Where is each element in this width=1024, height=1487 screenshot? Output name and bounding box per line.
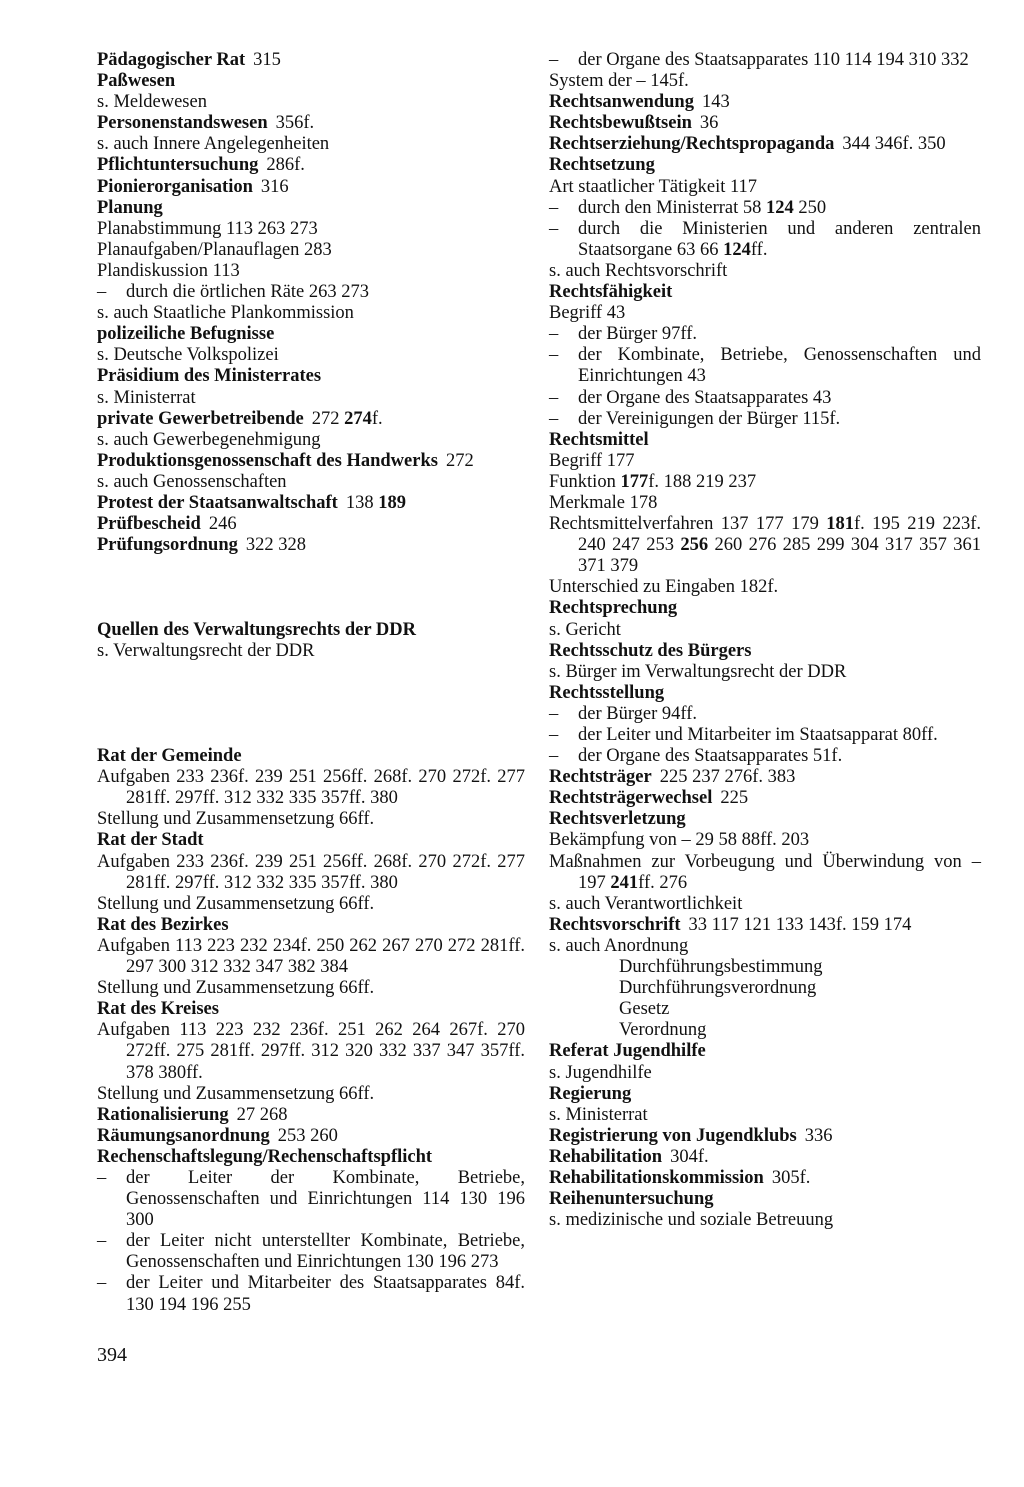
dash-marker: – — [549, 197, 559, 218]
index-entry — [549, 1147, 981, 1168]
subentry-text: s. Gericht — [549, 619, 621, 640]
index-dash-subentry — [549, 324, 981, 345]
index-entry — [549, 155, 981, 176]
subentry-text: Stellung und Zusammensetzung 66ff. — [97, 809, 375, 830]
subentry-text: Aufgaben 233 236f. 239 251 256ff. 268f. 270 272f. 277 281ff. 297ff. 312 332 335 357ff. 380 — [97, 851, 525, 893]
page-refs-text: 272 — [445, 450, 474, 471]
subentry-text: der Organe des Staatsapparates 51f. — [578, 746, 843, 767]
subentry-text: System der – 145f. — [549, 71, 689, 92]
page-refs — [338, 493, 406, 513]
index-dash-subentry — [549, 219, 981, 261]
page-refs-text: 356f. — [275, 113, 315, 134]
index-entry — [97, 1147, 525, 1168]
entry-heading: Produktionsgenossenschaft des Handwerks — [97, 450, 438, 471]
entry-heading: Präsidium des Ministerrates — [97, 366, 322, 387]
page-refs — [229, 1105, 288, 1125]
page-refs-text: 286f. — [266, 155, 305, 176]
index-dash-subentry — [549, 409, 981, 430]
index-dash-subentry — [97, 1231, 525, 1273]
entry-heading: Rechtsanwendung — [549, 92, 694, 113]
index-entry — [549, 915, 981, 936]
index-column-right — [549, 50, 981, 1231]
cross-reference-text: Gesetz — [619, 999, 670, 1020]
dash-marker: – — [549, 703, 559, 724]
index-entry — [549, 767, 981, 788]
page-refs-mid: ff. 276 — [638, 872, 688, 893]
index-subentry — [97, 978, 525, 999]
page-refs-text: 253 260 — [277, 1125, 338, 1146]
subentry-text: Aufgaben 233 236f. 239 251 256ff. 268f. 270 272f. 277 281ff. 297ff. 312 332 335 357ff. 380 — [97, 767, 525, 809]
cross-reference-text: Durchführungsverordnung — [619, 978, 817, 999]
index-entry — [97, 830, 525, 851]
index-subentry — [97, 92, 525, 113]
index-dash-subentry — [549, 746, 981, 767]
subentry-text: Aufgaben 113 223 232 236f. 251 262 264 267f. 270 272ff. 275 281ff. 297ff. 312 320 332 337 347 357ff. 378 380ff. — [97, 1020, 525, 1083]
index-entry — [97, 177, 525, 198]
entry-heading: Planung — [97, 197, 163, 218]
subentry-text: der Bürger 97ff. — [578, 324, 698, 345]
page-refs — [270, 1126, 338, 1146]
subentry-text: durch die Ministerien und anderen zentralen Staatsorgane 63 66 — [578, 218, 981, 260]
entry-heading: Prüfbescheid — [97, 514, 201, 535]
index-subentry — [549, 830, 981, 851]
dash-marker: – — [549, 50, 559, 70]
page-refs — [797, 1126, 833, 1146]
index-entry — [549, 683, 981, 704]
index-subentry — [549, 451, 981, 472]
dash-marker: – — [549, 387, 559, 408]
subentry-text: der Bürger 94ff. — [578, 703, 698, 724]
subentry-text: der Leiter und Mitarbeiter des Staatsapparates 84f. 130 194 196 255 — [126, 1273, 525, 1315]
index-entry — [549, 1168, 981, 1189]
entry-heading: Rehabilitationskommission — [549, 1167, 764, 1188]
index-subentry — [97, 767, 525, 809]
subentry-text: s. auch Innere Angelegenheiten — [97, 134, 330, 155]
index-entry — [97, 746, 525, 767]
index-entry — [97, 324, 525, 345]
entry-heading: Rat des Kreises — [97, 999, 219, 1020]
page-refs-suffix: ff. — [750, 239, 768, 260]
page-refs-suffix: 260 276 285 299 304 317 357 361 371 379 — [578, 535, 982, 577]
index-subentry — [97, 303, 525, 324]
entry-heading: Protest der Staatsanwaltschaft — [97, 492, 338, 513]
page-refs-text: 225 237 276f. 383 — [659, 767, 796, 788]
page-ref-primary: 177 — [620, 471, 649, 492]
subentry-text: s. Verwaltungsrecht der DDR — [97, 640, 315, 661]
page-refs — [652, 767, 796, 787]
subentry-text: s. auch Rechtsvorschrift — [549, 260, 728, 281]
page-ref-primary: 124 — [723, 239, 751, 260]
subentry-text: Plandiskussion 113 — [97, 260, 240, 281]
page-refs-text: 225 — [720, 788, 749, 809]
subentry-text: der Leiter nicht unterstellter Kombinate, Betriebe, Genossenschaften und Einrichtungen 130 196 273 — [126, 1231, 525, 1273]
index-entry — [549, 598, 981, 619]
subentry-text: Stellung und Zusammensetzung 66ff. — [97, 978, 375, 999]
page-refs — [438, 451, 474, 471]
entry-heading: Rat des Bezirkes — [97, 914, 229, 935]
page-ref-primary: 124 — [766, 197, 794, 218]
dash-marker: – — [97, 282, 107, 303]
subentry-text: s. Jugendhilfe — [549, 1062, 652, 1083]
index-subentry — [549, 493, 981, 514]
index-subentry — [97, 134, 525, 155]
index-entry — [549, 641, 981, 662]
page-refs — [245, 50, 281, 70]
subentry-text: s. auch Anordnung — [549, 935, 689, 956]
index-subentry — [549, 177, 981, 198]
cross-reference-text: Verordnung — [619, 1020, 707, 1041]
subentry-text: Planabstimmung 113 263 273 — [97, 218, 318, 239]
index-entry — [549, 788, 981, 809]
index-entry — [549, 1189, 981, 1210]
index-subentry — [97, 894, 525, 915]
subentry-text: Stellung und Zusammensetzung 66ff. — [97, 1083, 375, 1104]
index-column-left — [97, 50, 525, 1316]
entry-heading: Rechtsstellung — [549, 682, 665, 703]
page-number: 394 — [97, 1344, 127, 1366]
page-ref-primary: 256 — [680, 535, 709, 556]
index-subentry — [97, 388, 525, 409]
page-refs-suffix: f. 188 219 237 — [648, 471, 757, 492]
page-refs — [692, 113, 719, 133]
subentry-text: Aufgaben 113 223 232 234f. 250 262 267 270 272 281ff. 297 300 312 332 347 382 384 — [97, 935, 525, 978]
index-dash-subentry — [549, 725, 981, 746]
index-dash-subentry — [549, 388, 981, 409]
index-subentry — [549, 303, 981, 324]
page-ref-primary: 181 — [826, 514, 854, 535]
subentry-text: der Kombinate, Betriebe, Genossenschaften und Einrichtungen 43 — [578, 345, 981, 387]
entry-heading: Rechtserziehung/Rechtspropaganda — [549, 134, 835, 155]
spacer — [97, 556, 525, 577]
index-subentry — [97, 936, 525, 978]
index-entry — [549, 113, 981, 134]
index-dash-subentry — [97, 1273, 525, 1315]
entry-heading: Pionierorganisation — [97, 176, 253, 197]
index-entry — [97, 1126, 525, 1147]
subentry-text: der Vereinigungen der Bürger 115f. — [578, 408, 841, 429]
index-dash-subentry — [97, 282, 525, 303]
index-entry — [97, 493, 525, 514]
index-entry — [549, 430, 981, 451]
subentry-text: s. auch Genossenschaften — [97, 471, 287, 492]
entry-heading: Rehabilitation — [549, 1146, 663, 1167]
dash-marker: – — [549, 746, 559, 767]
index-entry — [97, 620, 525, 641]
subentry-text: s. auch Staatliche Plankommission — [97, 303, 354, 324]
index-subentry — [97, 809, 525, 830]
page-refs-text: 27 268 — [236, 1104, 288, 1125]
entry-heading: Rechenschaftslegung/Rechenschaftspflicht — [97, 1146, 433, 1167]
index-entry — [549, 92, 981, 113]
index-entry — [97, 409, 525, 430]
index-dash-subentry — [549, 704, 981, 725]
index-subentry — [549, 620, 981, 641]
subentry-text: Bekämpfung von – 29 58 88ff. 203 — [549, 830, 810, 851]
index-entry — [97, 198, 525, 219]
dash-marker: – — [97, 1231, 107, 1252]
page-refs — [238, 535, 306, 555]
index-subentry — [97, 1084, 525, 1105]
subentry-text: s. auch Verantwortlichkeit — [549, 893, 743, 914]
index-dash-subentry — [549, 198, 981, 219]
index-entry — [97, 1105, 525, 1126]
index-entry — [97, 999, 525, 1020]
subentry-text: durch den Ministerrat 58 — [578, 197, 767, 218]
cross-reference — [549, 957, 981, 978]
entry-heading: Rechtsträger — [549, 767, 652, 788]
index-entry — [97, 366, 525, 387]
index-subentry — [549, 1210, 981, 1231]
dash-marker: – — [549, 345, 559, 366]
page-refs-text: 36 — [699, 113, 719, 134]
page-refs — [681, 915, 912, 935]
index-entry — [549, 1084, 981, 1105]
page-refs-text: 304f. — [670, 1146, 709, 1167]
spacer — [97, 577, 525, 598]
entry-heading: Rechtsfähigkeit — [549, 282, 673, 303]
entry-heading: Rechtsbewußtsein — [549, 113, 692, 134]
page-ref-primary: 274 — [344, 408, 372, 429]
index-entry — [549, 1041, 981, 1062]
index-subentry — [97, 641, 525, 662]
index-subentry — [97, 472, 525, 493]
page-refs — [201, 514, 237, 534]
page-refs — [712, 788, 748, 808]
entry-heading: Rechtsverletzung — [549, 809, 686, 830]
page-refs-text: 315 — [253, 50, 281, 70]
index-subentry — [549, 514, 981, 577]
subentry-text: Stellung und Zusammensetzung 66ff. — [97, 893, 375, 914]
entry-heading: Rechtsschutz des Bürgers — [549, 640, 752, 661]
page-refs-suffix: f. — [371, 408, 383, 429]
index-entry — [97, 915, 525, 936]
page-refs-text: 246 — [208, 514, 237, 535]
cross-reference — [549, 1020, 981, 1041]
dash-marker: – — [549, 725, 559, 745]
page-refs-text: 33 117 121 133 143f. 159 174 — [688, 914, 912, 935]
dash-marker: – — [549, 408, 559, 429]
subentry-text: s. Bürger im Verwaltungsrecht der DDR — [549, 661, 847, 682]
entry-heading: Rechtsetzung — [549, 155, 655, 176]
spacer — [97, 704, 525, 725]
index-subentry — [549, 1063, 981, 1084]
index-dash-subentry — [97, 1168, 525, 1231]
subentry-text: Maßnahmen zur Vorbeugung und Überwindung von – 197 — [549, 851, 981, 893]
index-dash-subentry — [549, 50, 981, 71]
page-refs — [764, 1168, 811, 1188]
page-refs-text: 336 — [804, 1125, 833, 1146]
page-refs-text: 138 — [345, 492, 379, 513]
entry-heading: Rechtsprechung — [549, 598, 678, 619]
page-refs — [694, 92, 730, 112]
spacer — [97, 725, 525, 746]
index-subentry — [549, 71, 981, 92]
subentry-text: s. auch Gewerbegenehmigung — [97, 429, 321, 450]
page-refs-text: 322 328 — [245, 535, 306, 556]
page-refs-text: 272 — [311, 408, 345, 429]
cross-reference — [549, 999, 981, 1020]
subentry-text: s. medizinische und soziale Betreuung — [549, 1210, 834, 1231]
page-refs-suffix: 250 — [793, 197, 827, 218]
spacer — [97, 598, 525, 619]
index-entry — [549, 809, 981, 830]
page-refs-mid: f. 195 219 223f. 240 247 253 — [578, 514, 981, 556]
entry-heading: Reihenuntersuchung — [549, 1189, 714, 1210]
entry-heading: Rat der Stadt — [97, 830, 204, 851]
page-refs-text: 344 346f. 350 — [842, 134, 946, 155]
entry-heading: Rechtsmittel — [549, 429, 649, 450]
page-ref-primary: 189 — [378, 492, 406, 513]
subentry-text: durch die örtlichen Räte 263 273 — [126, 282, 370, 303]
index-entry — [97, 451, 525, 472]
page-refs-text: 316 — [260, 176, 289, 197]
subentry-text: Planaufgaben/Planauflagen 283 — [97, 239, 332, 260]
index-subentry — [549, 662, 981, 683]
spacer — [97, 683, 525, 704]
entry-heading: Regierung — [549, 1083, 632, 1104]
page-refs-text: 305f. — [771, 1167, 811, 1188]
index-subentry — [97, 345, 525, 366]
index-subentry — [97, 1020, 525, 1083]
index-subentry — [549, 472, 981, 493]
subentry-text: s. Meldewesen — [97, 92, 207, 113]
entry-heading: Quellen des Verwaltungsrechts der DDR — [97, 619, 416, 640]
page-refs — [258, 155, 305, 175]
index-subentry — [97, 261, 525, 282]
index-entry — [549, 282, 981, 303]
entry-heading: polizeiliche Befugnisse — [97, 324, 275, 345]
page-refs — [268, 113, 315, 133]
index-subentry — [549, 936, 981, 957]
entry-heading: Referat Jugendhilfe — [549, 1041, 706, 1062]
entry-heading: Paßwesen — [97, 71, 176, 92]
index-subentry — [97, 219, 525, 240]
entry-heading: Rechtsvorschrift — [549, 914, 681, 935]
dash-marker: – — [549, 218, 559, 239]
index-subentry — [97, 240, 525, 261]
index-subentry — [549, 261, 981, 282]
entry-heading: Pädagogischer Rat — [97, 50, 246, 70]
entry-heading: Räumungsanordnung — [97, 1125, 270, 1146]
index-entry — [549, 134, 981, 155]
subentry-text: s. Ministerrat — [97, 387, 196, 408]
dash-marker: – — [97, 1167, 107, 1188]
index-entry — [97, 71, 525, 92]
subentry-text: Funktion — [549, 471, 621, 492]
entry-heading: Rechtsträgerwechsel — [549, 788, 713, 809]
subentry-text: Unterschied zu Eingaben 182f. — [549, 577, 779, 598]
subentry-text: Merkmale 178 — [549, 492, 658, 513]
subentry-text: Rechtsmittelverfahren 137 177 179 — [549, 514, 827, 535]
index-entry — [97, 535, 525, 556]
entry-heading: private Gewerbetreibende — [97, 408, 304, 429]
index-subentry — [97, 852, 525, 894]
subentry-text: Art staatlicher Tätigkeit 117 — [549, 176, 758, 197]
dash-marker: – — [549, 324, 559, 345]
subentry-text: s. Deutsche Volkspolizei — [97, 345, 279, 366]
page-refs — [662, 1147, 709, 1167]
subentry-text: Begriff 43 — [549, 303, 626, 324]
entry-heading: Pflichtuntersuchung — [97, 155, 259, 176]
page-refs — [834, 134, 945, 154]
cross-reference-text: Durchführungsbestimmung — [619, 957, 823, 978]
subentry-text: der Leiter und Mitarbeiter im Staatsapparat 80ff. — [578, 725, 938, 745]
index-subentry — [549, 894, 981, 915]
index-subentry — [549, 852, 981, 894]
index-entry — [97, 514, 525, 535]
entry-heading: Personenstandswesen — [97, 113, 268, 134]
index-entry — [97, 155, 525, 176]
index-entry — [549, 1126, 981, 1147]
index-entry — [97, 50, 525, 71]
entry-heading: Rat der Gemeinde — [97, 746, 242, 767]
entry-heading: Prüfungsordnung — [97, 535, 238, 556]
index-subentry — [549, 577, 981, 598]
dash-marker: – — [97, 1273, 107, 1294]
entry-heading: Rationalisierung — [97, 1104, 229, 1125]
index-entry — [97, 113, 525, 134]
subentry-text: der Leiter der Kombinate, Betriebe, Genossenschaften und Einrichtungen 114 130 196 300 — [126, 1167, 525, 1231]
entry-heading: Registrierung von Jugendklubs — [549, 1125, 797, 1146]
page-refs — [253, 177, 289, 197]
cross-reference — [549, 978, 981, 999]
subentry-text: der Organe des Staatsapparates 110 114 194 310 332 — [578, 50, 969, 70]
spacer — [97, 662, 525, 683]
index-subentry — [97, 430, 525, 451]
page-refs-text: 143 — [701, 92, 730, 113]
index-dash-subentry — [549, 345, 981, 387]
subentry-text: Begriff 177 — [549, 450, 635, 471]
page-refs — [304, 409, 383, 429]
subentry-text: der Organe des Staatsapparates 43 — [578, 387, 832, 408]
index-subentry — [549, 1105, 981, 1126]
subentry-text: s. Ministerrat — [549, 1104, 648, 1125]
page-ref-primary: 241 — [610, 872, 639, 893]
